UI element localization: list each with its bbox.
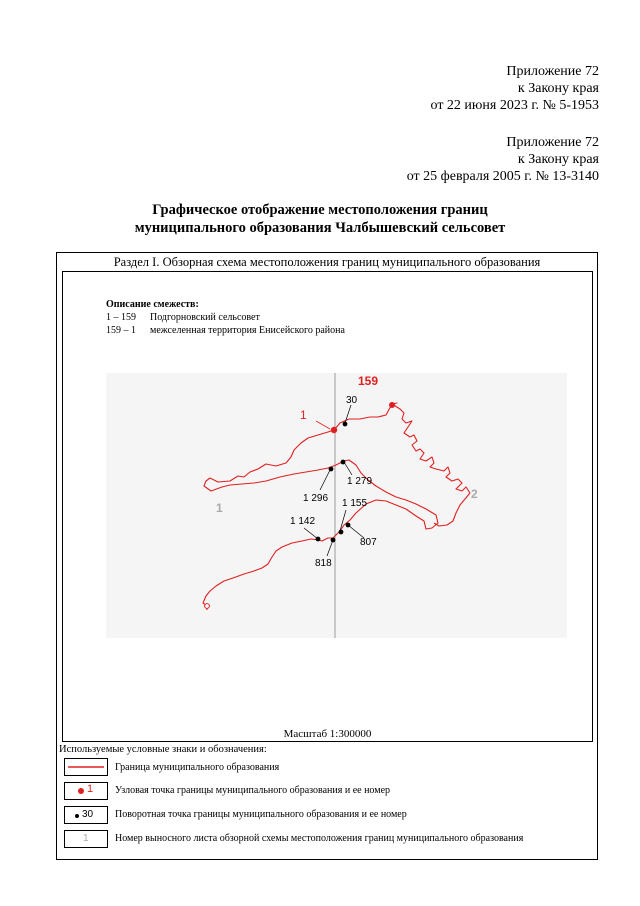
legend-text: Узловая точка границы муниципального образования и ее номер xyxy=(115,785,391,796)
map-scale: Масштаб 1:300000 xyxy=(283,728,372,740)
adjacency-name: Подгорновский сельсовет xyxy=(150,312,260,323)
red-dot-icon xyxy=(78,788,84,794)
sheet-number-label: 1 xyxy=(216,501,223,515)
legend-text: Номер выносного листа обзорной схемы местоположения границ муниципального образования xyxy=(115,833,524,844)
appendix-date: от 22 июня 2023 г. № 5-1953 xyxy=(430,98,599,113)
adjacency-range: 1 – 159 xyxy=(106,312,136,323)
leader-line xyxy=(348,525,364,538)
legend-title: Используемые условные знаки и обозначения: xyxy=(59,744,267,755)
appendix-date: от 25 февраля 2005 г. № 13-3140 xyxy=(406,169,599,184)
nodal-point-marker xyxy=(331,427,337,433)
leader-line xyxy=(320,470,330,490)
title-line-1: Графическое отображение местоположения границ xyxy=(152,202,488,218)
nodal-point-label: 159 xyxy=(358,374,379,388)
legend-symbol-boundary xyxy=(64,758,108,776)
appendix-law: к Закону края xyxy=(517,152,599,167)
turning-point-label: 1 296 xyxy=(303,493,329,504)
boundary-end-marker xyxy=(205,604,210,609)
leader-line xyxy=(316,421,330,429)
legend-text: Граница муниципального образования xyxy=(115,762,280,773)
turning-point-marker xyxy=(341,460,346,465)
turning-point-marker xyxy=(343,422,348,427)
section-title: Раздел I. Обзорная схема местоположения границ муниципального образования xyxy=(113,255,541,269)
legend-symbol-sheet xyxy=(64,830,108,848)
appendix-law: к Закону края xyxy=(517,81,599,96)
turning-point-marker xyxy=(331,538,336,543)
title-line-2: муниципального образования Чалбышевский сельсовет xyxy=(134,220,506,236)
legend-symbol-turning xyxy=(64,806,108,824)
adjacency-range: 159 – 1 xyxy=(106,325,136,336)
turning-point-marker xyxy=(329,467,334,472)
nodal-point-label: 1 xyxy=(300,408,307,422)
legend-symbol-label: 1 xyxy=(87,783,94,795)
legend-symbol-nodal xyxy=(64,782,108,800)
turning-point-marker xyxy=(316,537,321,542)
leader-line xyxy=(340,510,346,531)
leader-line xyxy=(344,462,352,475)
boundary-line-icon xyxy=(64,758,108,776)
turning-point-marker xyxy=(346,523,351,528)
leader-line xyxy=(327,540,333,556)
turning-point-label: 1 279 xyxy=(347,476,373,487)
black-dot-icon xyxy=(75,814,79,818)
sheet-number-label: 2 xyxy=(471,487,478,501)
appendix-number: Приложение 72 xyxy=(506,64,599,79)
turning-point-label: 30 xyxy=(346,395,358,406)
leader-line xyxy=(304,528,318,539)
nodal-point-marker xyxy=(389,402,395,408)
appendix-number: Приложение 72 xyxy=(506,135,599,150)
turning-point-label: 1 155 xyxy=(342,498,368,509)
leader-line xyxy=(345,405,351,423)
adjacency-name: межселенная территория Енисейского района xyxy=(150,325,345,336)
legend-symbol-label: 30 xyxy=(82,809,94,820)
adjacency-header: Описание смежеств: xyxy=(106,299,199,310)
turning-point-marker xyxy=(339,530,344,535)
legend-symbol-label: 1 xyxy=(83,833,89,844)
turning-point-label: 818 xyxy=(315,558,332,569)
legend-text: Поворотная точка границы муниципального образования и ее номер xyxy=(115,809,407,820)
turning-point-label: 807 xyxy=(360,537,377,548)
turning-point-label: 1 142 xyxy=(290,516,316,527)
